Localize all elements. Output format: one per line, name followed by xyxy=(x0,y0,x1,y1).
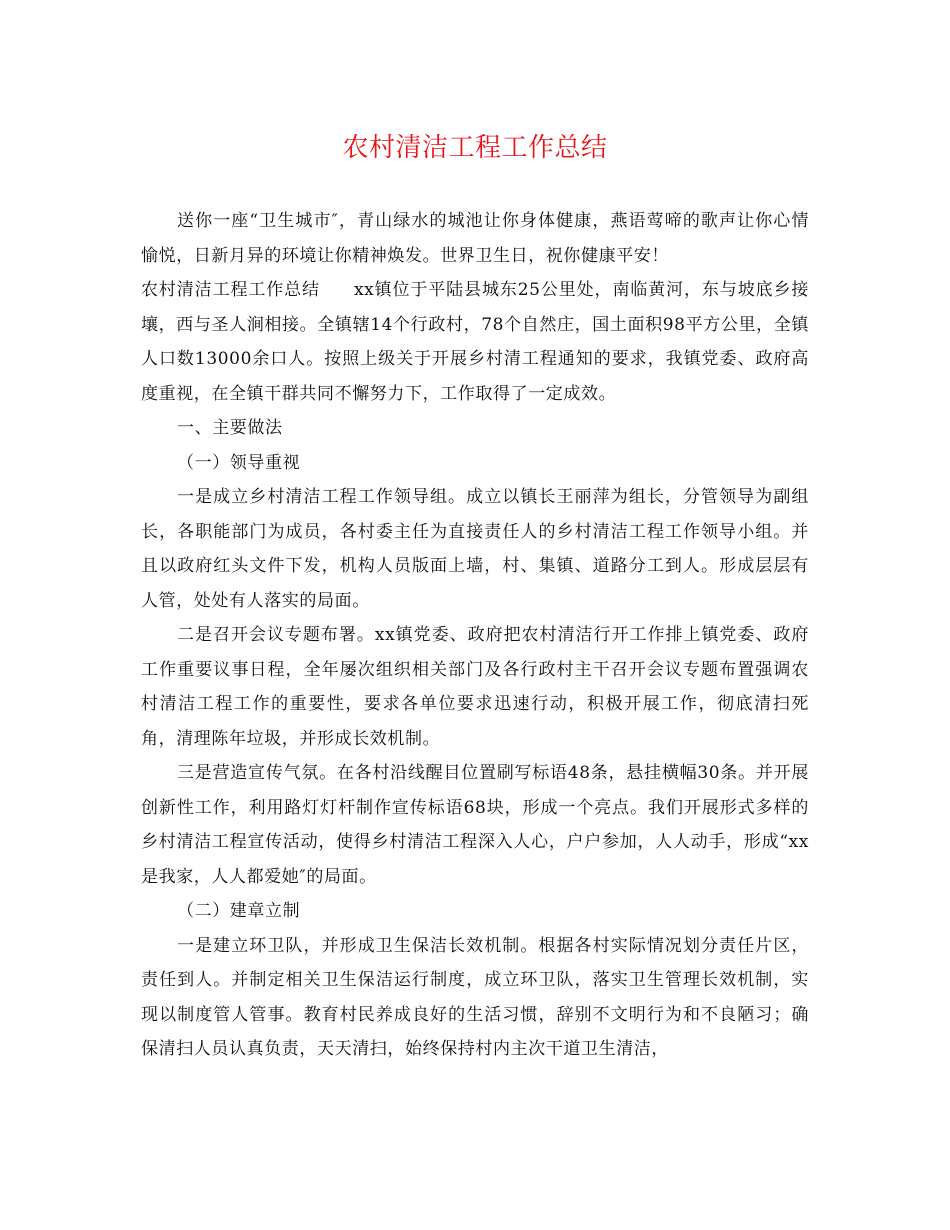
rules-paragraph-1: 一是建立环卫队，并形成卫生保洁长效机制。根据各村实际情况划分责任片区，责任到人。并制定相关卫生保洁运行制度，成立环卫队，落实卫生管理长效机制，实现以制度管人管事。教育村民养成良好的生活习惯，辞别不文明行为和不良陋习；确保清扫人员认真负责，天天清扫，始终保持村内主次干道卫生清洁， xyxy=(141,935,809,1059)
subsection-heading-rules: （二）建章立制 xyxy=(177,901,301,921)
section-heading-main-methods: 一、主要做法 xyxy=(177,418,283,438)
overview-label: 农村清洁工程工作总结 xyxy=(141,280,320,300)
document-body xyxy=(141,204,809,1067)
intro-paragraph: 送你一座“卫生城市″，青山绿水的城池让你身体健康，燕语莺啼的歌声让你心情愉悦，日新月异的环境让你精神焕发。世界卫生日，祝你健康平安！ xyxy=(141,211,809,266)
overview-paragraph xyxy=(141,273,809,411)
leadership-paragraph-1: 一是成立乡村清洁工程工作领导组。成立以镇长王丽萍为组长，分管领导为副组长，各职能部门为成员，各村委主任为直接责任人的乡村清洁工程工作领导小组。并且以政府红头文件下发，机构人员版面上墙，村、集镇、道路分工到人。形成层层有人管，处处有人落实的局面。 xyxy=(141,487,809,611)
overview-text: xx镇位于平陆县城东25公里处，南临黄河，东与坡底乡接壤，西与圣人涧相接。全镇辖14个行政村，78个自然庄，国土面积98平方公里，全镇人口数13000余口人。按照上级关于开展乡村清工程通知的要求，我镇党委、政府高度重视，在全镇干群共同不懈努力下，工作取得了一定成效。 xyxy=(141,280,809,404)
leadership-paragraph-3: 三是营造宣传气氛。在各村沿线醒目位置刷写标语48条，悬挂横幅30条。并开展创新性工作，利用路灯灯杆制作宣传标语68块，形成一个亮点。我们开展形式多样的乡村清洁工程宣传活动，使得乡村清洁工程深入人心，户户参加，人人动手，形成“xx是我家，人人都爱她″的局面。 xyxy=(141,763,809,887)
document-title: 农村清洁工程工作总结 xyxy=(342,133,608,163)
subsection-heading-leadership: （一）领导重视 xyxy=(177,452,301,473)
leadership-paragraph-2: 二是召开会议专题布署。xx镇党委、政府把农村清洁行开工作排上镇党委、政府工作重要议事日程，全年屡次组织相关部门及各行政村主干召开会议专题布置强调农村清洁工程工作的重要性，要求各单位要求迅速行动，积极开展工作，彻底清扫死角，清理陈年垃圾，并形成长效机制。 xyxy=(141,625,809,749)
